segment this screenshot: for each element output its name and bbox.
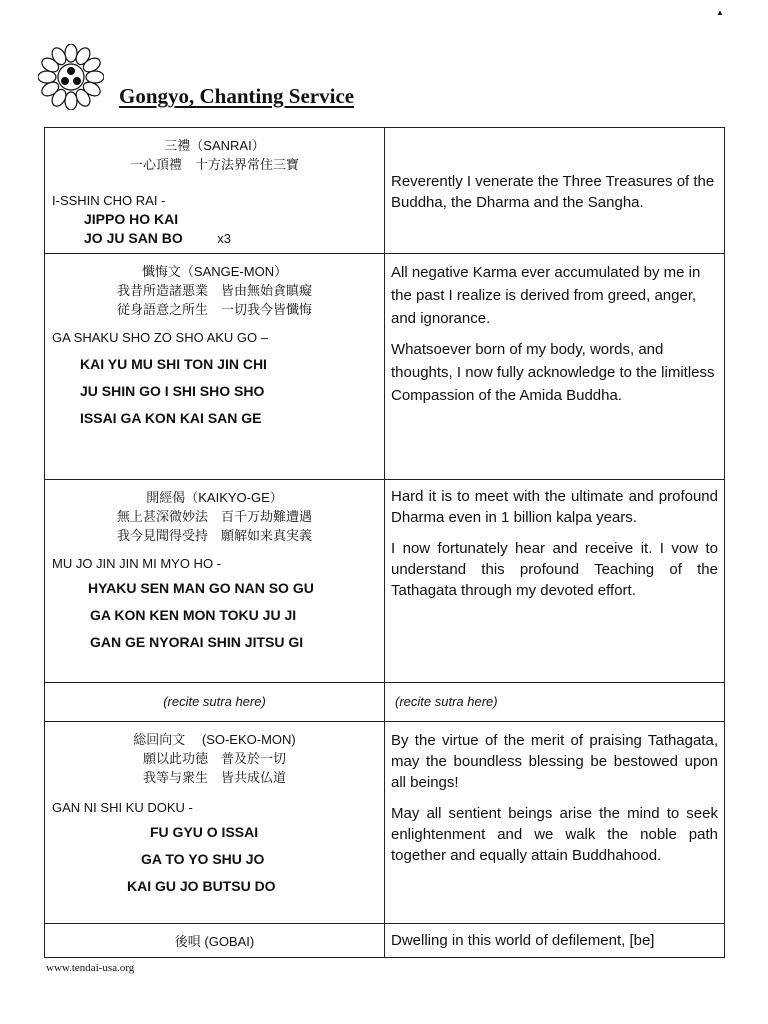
sange-heading: 懺悔文（SANGE-MON） — [141, 264, 288, 279]
section-sange-mon — [45, 254, 725, 480]
kaikyo-mantra-line: GA KON KEN MON TOKU JU JI — [90, 607, 297, 623]
gobai-right-cell — [385, 924, 725, 958]
sanrai-cjk-line: 一心頂禮 十方法界常住三寶 — [129, 157, 299, 172]
sange-right-cell — [385, 254, 725, 480]
sange-cjk-line: 我昔所造諸悪業 皆由無始貪瞋癡 — [116, 283, 312, 298]
soeko-heading: 総回向文 (SO-EKO-MON) — [133, 732, 296, 747]
soeko-cjk-line: 願以此功徳 普及於一切 — [142, 751, 286, 766]
section-recite-sutra — [45, 683, 725, 722]
sange-mantra-line: KAI YU MU SHI TON JIN CHI — [80, 356, 267, 372]
kaikyo-mantra-line: HYAKU SEN MAN GO NAN SO GU — [88, 580, 314, 596]
recite-right-cell — [385, 683, 725, 722]
sange-translation: Whatsoever born of my body, words, and thoughts, I now fully acknowledge to the limitless Compassion of the Amida Buddha. — [391, 341, 715, 404]
sange-mantra-line: ISSAI GA KON KAI SAN GE — [80, 410, 262, 426]
sanrai-mantra-line: JO JU SAN BO — [84, 230, 183, 246]
kaikyo-heading: 開經偈（KAIKYO-GE） — [146, 490, 283, 505]
soeko-mantra-line: GA TO YO SHU JO — [141, 851, 265, 867]
sanrai-intro: I-SSHIN CHO RAI - — [52, 193, 166, 208]
gobai-translation: Dwelling in this world of defilement, [be] — [391, 932, 655, 949]
sanrai-heading: 三禮（SANRAI） — [164, 138, 265, 153]
kaikyo-right-cell — [385, 480, 725, 683]
kaikyo-mantra-line: GAN GE NYORAI SHIN JITSU GI — [90, 634, 304, 650]
section-gobai — [45, 924, 725, 958]
chant-table — [44, 127, 725, 958]
sange-left-cell — [45, 254, 385, 480]
recite-left-note: (recite sutra here) — [163, 694, 266, 709]
footer-url: www.tendai-usa.org — [46, 962, 135, 974]
corner-mark: ▲ — [716, 8, 724, 17]
kaikyo-cjk-line: 我今見聞得受持 願解如来真実義 — [116, 528, 312, 543]
soeko-mantra-line: FU GYU O ISSAI — [150, 824, 259, 840]
sanrai-mantra-line: JIPPO HO KAI — [84, 211, 179, 227]
chrysanthemum-logo-icon — [38, 44, 104, 110]
soeko-translation: By the virtue of the merit of praising Tathagata, may the boundless blessing be bestowed upon all beings! — [391, 732, 718, 791]
sanrai-translation: Reverently I venerate the Three Treasures of the Buddha, the Dharma and the Sangha. — [391, 173, 715, 211]
page-title: Gongyo, Chanting Service — [119, 84, 355, 108]
gobai-heading: 後唄 (GOBAI) — [174, 933, 255, 949]
section-so-eko-mon — [45, 722, 725, 924]
section-kaikyo-ge — [45, 480, 725, 683]
kaikyo-cjk-line: 無上甚深微妙法 百千万劫難遭遇 — [116, 509, 312, 524]
kaikyo-left-cell — [45, 480, 385, 683]
sange-translation: All negative Karma ever accumulated by me in the past I realize is derived from greed, anger, and ignorance. — [391, 264, 701, 327]
sanrai-right-cell — [385, 128, 725, 254]
gobai-left-cell — [45, 924, 385, 958]
soeko-right-cell — [385, 722, 725, 924]
recite-left-cell — [45, 683, 385, 722]
sange-mantra-line: JU SHIN GO I SHI SHO SHO — [80, 383, 265, 399]
sange-cjk-line: 従身語意之所生 一切我今皆懺悔 — [116, 302, 312, 317]
repeat-count: x3 — [217, 231, 231, 246]
soeko-mantra-line: KAI GU JO BUTSU DO — [127, 878, 276, 894]
soeko-cjk-line: 我等与衆生 皆共成仏道 — [142, 770, 286, 785]
kaikyo-translation: I now fortunately hear and receive it. I vow to understand this profound Teaching of the Tathagata through my devoted effort. — [391, 540, 718, 599]
soeko-left-cell — [45, 722, 385, 924]
kaikyo-translation: Hard it is to meet with the ultimate and profound Dharma even in 1 billion kalpa years. — [391, 488, 718, 526]
kaikyo-intro: MU JO JIN JIN MI MYO HO - — [52, 556, 221, 571]
recite-right-note: (recite sutra here) — [395, 694, 498, 709]
sanrai-left-cell — [45, 128, 385, 254]
soeko-translation: May all sentient beings arise the mind to seek enlightenment and we walk the noble path together and equally attain Buddhahood. — [391, 805, 718, 864]
soeko-intro: GAN NI SHI KU DOKU - — [52, 800, 193, 815]
sange-intro: GA SHAKU SHO ZO SHO AKU GO – — [52, 330, 268, 345]
section-sanrai — [45, 128, 725, 254]
